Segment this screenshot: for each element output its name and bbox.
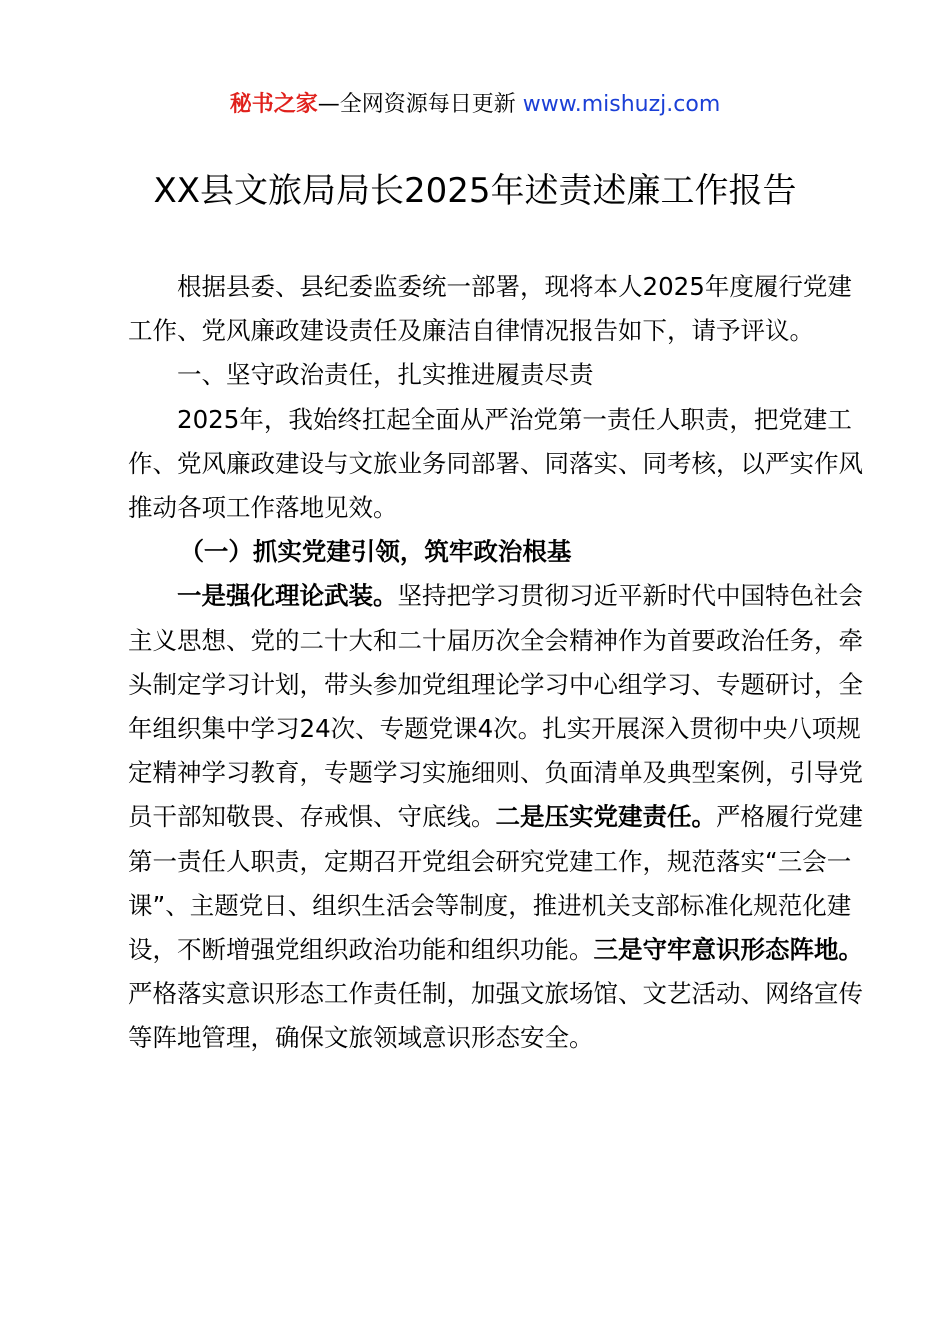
point2-text: 严格履行党建第一责任人职责，定期召开党组会研究党建工作，规范落实“三会一课”、主题党日、组织生活会等制度，推进机关支部标准化规范化建设，不断增强党组织政治功能和组织功能。 xyxy=(128,802,863,965)
point2-title: 二是压实党建责任。 xyxy=(495,802,716,832)
site-tagline: —全网资源每日更新 xyxy=(317,92,516,117)
document-body xyxy=(128,265,868,1061)
intro-paragraph: 根据县委、县纪委监委统一部署，现将本人2025年度履行党建工作、党风廉政建设责任及廉洁自律情况报告如下，请予评议。 xyxy=(128,272,852,346)
point3-text: 严格落实意识形态工作责任制，加强文旅场馆、文艺活动、网络宣传等阵地管理，确保文旅领域意识形态安全。 xyxy=(128,979,863,1053)
points-paragraph xyxy=(128,574,868,1060)
site-header xyxy=(0,88,950,122)
site-url-link[interactable]: www.mishuzj.com xyxy=(522,92,721,117)
section1-paragraph: 2025年，我始终扛起全面从严治党第一责任人职责，把党建工作、党风廉政建设与文旅业务同部署、同落实、同考核，以严实作风推动各项工作落地见效。 xyxy=(128,404,863,523)
section1-heading: 一、坚守政治责任，扎实推进履责尽责 xyxy=(177,360,594,390)
site-brand: 秘书之家 xyxy=(229,92,318,117)
document-title: XX县文旅局局长2025年述责述廉工作报告 xyxy=(153,171,797,211)
point1-text: 坚持把学习贯彻习近平新时代中国特色社会主义思想、党的二十大和二十届历次全会精神作为首要政治任务，牵头制定学习计划，带头参加党组理论学习中心组学习、专题研讨，全年组织集中学习24次、专题党课4次。扎实开展深入贯彻中央八项规定精神学习教育，专题学习实施细则、负面清单及典型案例，引导党员干部知敬畏、存戒惧、守底线。 xyxy=(128,581,863,832)
point1-title: 一是强化理论武装。 xyxy=(177,581,398,611)
point3-title: 三是守牢意识形态阵地。 xyxy=(593,935,863,965)
subsection1-heading: （一）抓实党建引领，筑牢政治根基 xyxy=(179,537,572,567)
